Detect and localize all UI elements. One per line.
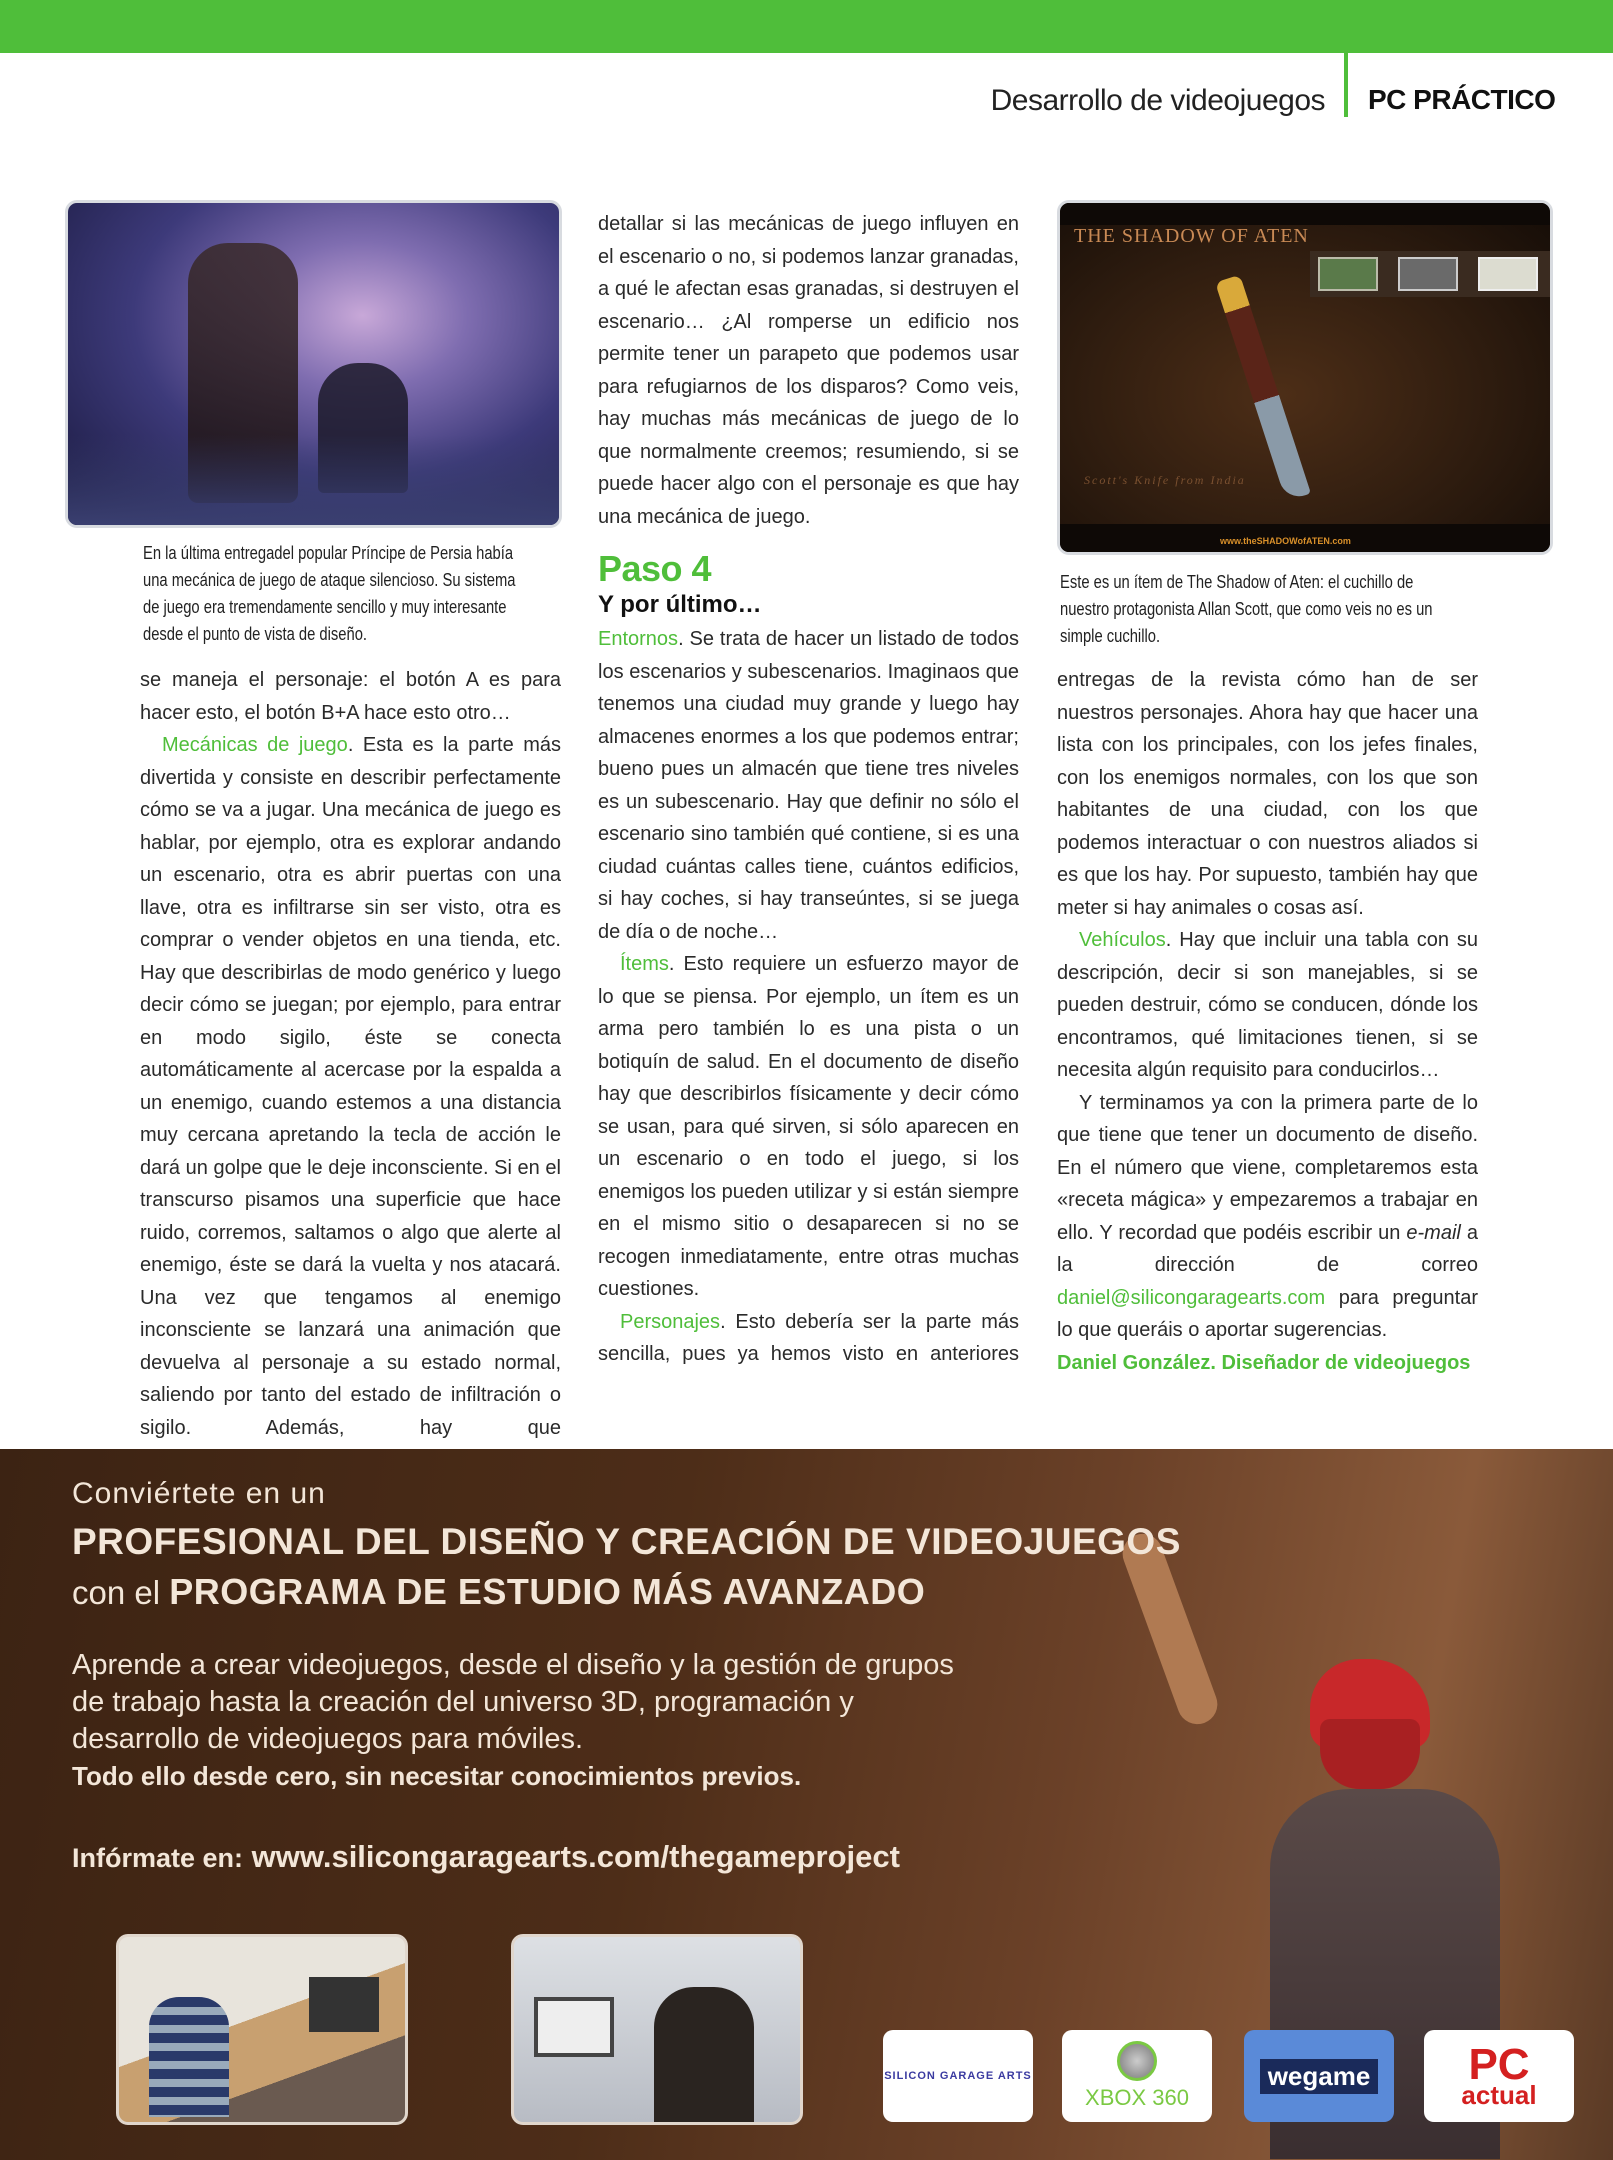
photo-students-at-computers [511,1934,803,2125]
paragraph [140,729,561,1444]
caption-line: En la última entregadel popular Príncipe de Persia había [143,543,514,563]
wegame-logo [1244,2030,1394,2122]
section-subheading: Y por último… [598,591,762,618]
caption-line: nuestro protagonista Allan Scott, que como veis no es un [1060,599,1433,619]
ad-body-line: Aprende a crear videojuegos, desde el diseño y la gestión de grupos [72,1649,954,1681]
logo-text: wegame [1260,2059,1379,2094]
pc-actual-logo [1424,2030,1574,2122]
section-title: Desarrollo de videojuegos [990,84,1325,117]
paragraph [598,948,1019,1306]
photo-student-at-desk [116,1934,408,2125]
paragraph-text: . Esta es la parte más divertida y consiste en describir perfectamente cómo se va a jugar. Una mecánica de juego es hablar, por ejemplo, otra es explorar andando un escenario, otra es abrir puertas con una llave, otra es infiltrarse sin ser visto, otra es comprar o vender objetos en una tienda, etc. Hay que describirlas de modo genérico y luego decir cómo se juegan; por ejemplo, para entrar en modo sigilo, éste se conecta automáticamente al acercase por la espalda a un enemigo, cuando estemos a una distancia muy cercana apretando la tecla de acción le dará un golpe que le deje inconsciente. Si en el transcurso pisamos una superficie que hace ruido, corremos, saltamos o algo que alerte al enemigo, éste se dará la vuelta y nos atacará. Una vez que tengamos al enemigo inconsciente se lanzará una animación que devuelva al personaje a su estado normal, saliendo por tanto del estado de infiltración o sigilo. Además, hay que [140,734,562,1439]
paragraph [598,1306,1019,1371]
lead-term: Vehículos [1079,929,1166,951]
paragraph-text: . Esto debería ser la parte más sencilla, pues ya hemos visto en anteriores [598,1310,1019,1365]
paragraph-text: a la dirección de correo [1057,1221,1478,1276]
paragraph [1057,1087,1478,1347]
column-3 [1057,664,1478,1379]
game-url: www.theSHADOWofATEN.com [1220,536,1351,546]
ad-headline: PROFESIONAL DEL DISEÑO Y CREACIÓN DE VIDEOJUEGOS [72,1521,1181,1562]
xbox-360-logo [1062,2030,1212,2122]
paragraph: se maneja el personaje: el botón A es para hacer esto, el botón B+A hace esto otro… [140,669,561,724]
ad-body-line: desarrollo de videojuegos para móviles. [72,1723,584,1755]
caption-line: desde el punto de vista de diseño. [143,624,368,644]
caption-line: una mecánica de juego de ataque silencioso. Su sistema [143,570,516,590]
ad-info-label: Infórmate en: [72,1843,244,1873]
ad-body [72,1647,954,1795]
lead-term: Entornos [598,628,679,650]
caption-line: de juego era tremendamente sencillo y muy interesante [143,597,507,617]
paragraph-text: . Esto requiere un esfuerzo mayor de lo que se piensa. Por ejemplo, un ítem es un arma pero también lo es una pista o un botiquín de salud. En el documento de diseño hay que describirlos físicamente y decir cómo se usan, para qué sirven, si sólo aparecen en un escenario o en todo el juego, si los enemigos los pueden utilizar y si están siempre en el mismo sitio o desaparecen si no se recogen inmediatamente, entre otras muchas cuestiones. [598,953,1019,1300]
logo-text: SILICON GARAGE ARTS [884,2070,1032,2082]
lead-term: Mecánicas de juego [162,734,348,756]
email-link[interactable]: daniel@silicongaragearts.com [1057,1286,1326,1309]
section-heading: Paso 4 [598,548,712,589]
logo-text: PC [1468,2039,1530,2089]
paragraph [1057,924,1478,1087]
paragraph-text: . Se trata de hacer un listado de todos los escenarios y subescenarios. Imaginaos que tenemos una ciudad muy grande y luego hay almacenes enormes a los que podemos entrar; bueno pues un almacén que tiene tres niveles es un subescenario. Hay que definir no sólo el escenario sino también qué contiene, si es una ciudad cuántas calles tiene, cuántos edificios, si hay coches, si hay transeúntes, si se juega de día o de noche… [598,628,1019,943]
ad-subheadline-bold: PROGRAMA DE ESTUDIO MÁS AVANZADO [169,1571,926,1612]
advertisement-banner [0,1449,1613,2160]
paragraph: entregas de la revista cómo han de ser nuestros personajes. Ahora hay que hacer una lista con los principales, con los jefes finales, con los enemigos normales, con los que son habitantes de una ciudad, con los que podemos interactuar o con nuestros aliados si es que los hay. Por supuesto, también hay que meter si hay animales o cosas así. [1057,669,1478,919]
item-subtitle: Scott's Knife from India [1084,473,1246,487]
top-green-bar [0,0,1613,53]
logo-text: actual [1461,2080,1537,2111]
ad-info [72,1839,900,1875]
shadow-of-aten-screenshot [1057,200,1553,555]
emphasis: e-mail [1406,1221,1461,1244]
magazine-section-brand: PC PRÁCTICO [1368,84,1556,115]
author-signature: Daniel González. Diseñador de videojuegos [1057,1351,1471,1374]
ad-subheadline-prefix: con el [72,1574,161,1611]
paragraph-text: Y terminamos ya con la primera parte de lo que tiene que tener un documento de diseño. En el número que viene, completaremos esta «receta mágica» y empezaremos a trabajar en ello. Y recordad que podéis escribir un [1057,1091,1478,1244]
left-image-caption [143,540,553,648]
caption-line: simple cuchillo. [1060,626,1161,646]
knife-illustration [1215,275,1311,502]
silicon-garage-arts-logo [883,2030,1033,2122]
lead-term: Personajes [620,1310,721,1333]
ad-subheadline [72,1571,925,1613]
logo-text: XBOX 360 [1085,2085,1189,2110]
right-image-caption [1060,569,1470,650]
column-2 [598,208,1019,1371]
ad-url-link[interactable]: www.silicongaragearts.com/thegameproject [251,1839,900,1874]
ad-intro: Conviértete en un [72,1477,326,1510]
lead-term: Ítems [620,953,669,975]
paragraph-text: . Hay que incluir una tabla con su descripción, decir si son manejables, si se pueden destruir, cómo se conducen, dónde los encontramos, qué limitaciones tienen, si se necesita algún requisito para conducirlos… [1057,929,1478,1081]
ad-body-bold: Todo ello desde cero, sin necesitar conocimientos previos. [72,1761,802,1791]
ad-body-line: de trabajo hasta la creación del universo 3D, programación y [72,1686,854,1718]
column-1 [140,664,561,1444]
paragraph [598,623,1019,948]
prince-of-persia-screenshot [65,200,562,528]
paragraph-text: para preguntar lo que queráis o aportar sugerencias. [1057,1286,1478,1341]
header-divider [1344,53,1348,117]
paragraph: detallar si las mecánicas de juego influyen en el escenario o no, si podemos lanzar granadas, a qué le afectan esas granadas, si destruyen el escenario… ¿Al romperse un edificio nos permite tener un parapeto que podemos usar para refugiarnos de los disparos? Como veis, hay muchas más mecánicas de juego de lo que normalmente creemos; resumiendo, si se puede hacer algo con el personaje es que hay una mecánica de juego. [598,213,1019,528]
game-logo: THE SHADOW OF ATEN [1074,225,1309,247]
xbox-orb-icon [1117,2041,1157,2081]
caption-line: Este es un ítem de The Shadow of Aten: el cuchillo de [1060,572,1414,592]
